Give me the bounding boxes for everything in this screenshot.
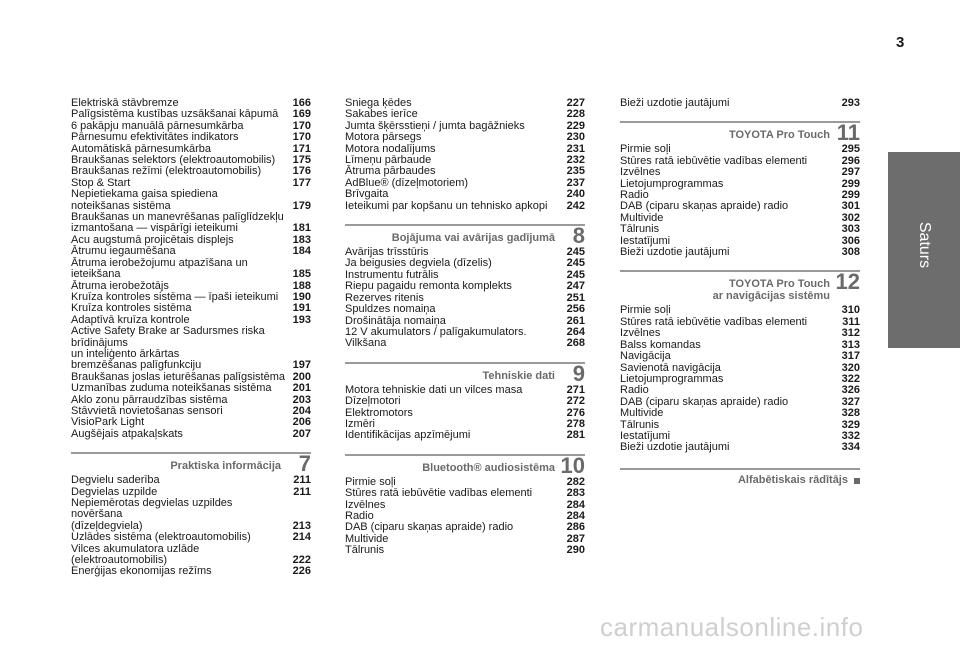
toc-entry-page: 231 — [566, 142, 585, 155]
toc-entry-page: 227 — [566, 97, 585, 109]
toc-entry-title: Nepietiekama gaisa spiediena noteikšanas sistēma — [71, 188, 218, 212]
toc-entry[interactable] — [345, 338, 585, 349]
toc-entry-title: DAB (ciparu skaņas apraide) radio — [620, 395, 789, 408]
toc-entry-title: Lietojumprogrammas — [620, 372, 724, 385]
toc-entry-page: 290 — [566, 544, 585, 557]
chapter-header[interactable] — [345, 452, 585, 478]
toc-entry-page: 226 — [292, 565, 311, 578]
toc-entry[interactable] — [620, 385, 860, 396]
toc-entry-title: Multivide — [345, 532, 389, 545]
toc-entry-title: Ātruma ierobežojumu atpazīšana un ieteikšana — [71, 256, 248, 281]
toc-entry-title: Identifikācijas apzīmējumi — [345, 429, 471, 442]
toc-entry[interactable] — [345, 281, 585, 292]
toc-entry-page: 322 — [841, 372, 860, 385]
toc-entry-title: Kruīza kontroles sistēma — [71, 302, 192, 315]
toc-entry-title: Avārijas trīsstūris — [345, 246, 429, 259]
toc-entry-title: Bieži uzdotie jautājumi — [620, 441, 730, 454]
toc-entry[interactable] — [620, 442, 860, 453]
chapter-title-line: TOYOTA Pro Touch — [728, 278, 830, 291]
toc-entry-page: 313 — [841, 338, 860, 351]
toc-column-3 — [620, 98, 860, 492]
toc-entry-title: Palīgsistēma kustības uzsākšanai kāpumā — [71, 108, 279, 121]
toc-entry-page: 230 — [566, 131, 585, 144]
toc-entry-title: Ātruma pārbaudes — [345, 165, 436, 178]
toc-entry-page: 306 — [841, 234, 860, 247]
toc-entry-page: 317 — [841, 350, 860, 363]
toc-entry[interactable] — [620, 328, 860, 339]
toc-entry-page: 276 — [566, 406, 585, 419]
toc-entry-page: 176 — [292, 165, 311, 178]
chapter-divider — [620, 121, 860, 123]
toc-entry-page: 169 — [292, 108, 311, 121]
toc-entry-title: Vilces akumulatora uzlāde (elektroautomobilis) — [71, 542, 200, 567]
toc-entry-title: Iestatījumi — [620, 234, 671, 247]
toc-entry-page: 297 — [841, 166, 860, 179]
toc-entry-title: Stūres ratā iebūvētie vadības elementi — [345, 487, 533, 500]
toc-entry-title: Brīvgaita — [345, 188, 389, 201]
side-tab-label: Saturs — [916, 221, 933, 269]
toc-entry-title: Braukšanas režīmi (elektroautomobilis) — [71, 165, 262, 178]
toc-entry-title: Ātruma ierobežotājs — [71, 279, 169, 292]
toc-entry-title: Radio — [345, 509, 374, 522]
toc-entry-page: 190 — [292, 290, 311, 303]
watermark: carmanualsonline.info — [600, 612, 864, 642]
toc-entry[interactable] — [71, 326, 311, 372]
toc-entry-title: Savienotā navigācija — [620, 361, 721, 374]
toc-entry-page: 293 — [841, 97, 860, 109]
toc-entry[interactable] — [345, 500, 585, 511]
toc-entry-page: 326 — [841, 384, 860, 397]
toc-entry-title: Pirmie soļi — [620, 143, 671, 156]
toc-entry-page: 287 — [566, 532, 585, 545]
toc-entry-title: Multivide — [620, 211, 664, 224]
toc-entry-page: 312 — [841, 327, 860, 340]
toc-entry-title: Augšējais atpakaļskats — [71, 427, 183, 440]
toc-entry-page: 281 — [566, 429, 585, 442]
toc-entry[interactable] — [620, 179, 860, 190]
page-number: 3 — [896, 34, 905, 51]
toc-entry-page: 261 — [566, 314, 585, 327]
toc-entry-page: 179 — [292, 199, 311, 212]
toc-entry-title: Ātrumu iegaumēšana — [71, 245, 176, 258]
chapter-number: 11 — [836, 120, 860, 146]
toc-entry-page: 310 — [841, 304, 860, 317]
toc-entry[interactable] — [71, 189, 311, 212]
chapter-header[interactable] — [620, 270, 860, 302]
toc-entry-page: 228 — [566, 108, 585, 121]
toc-entry-title: Nepiemērotas degvielas uzpildes novēršana (dīzeļdegviela) — [71, 497, 233, 532]
chapter-number: 7 — [298, 451, 311, 477]
toc-entry-page: 329 — [841, 418, 860, 431]
toc-entry-page: 185 — [292, 268, 311, 281]
toc-entry-title: Elektriskā stāvbremze — [71, 97, 179, 109]
toc-entry-title: Riepu pagaidu remonta komplekts — [345, 280, 512, 293]
toc-entry[interactable] — [71, 566, 311, 577]
toc-entry[interactable] — [71, 532, 311, 543]
chapter-section — [345, 224, 585, 350]
toc-entry-title: Radio — [620, 189, 649, 202]
toc-entry-title: Tālrunis — [345, 544, 385, 557]
chapter-title — [482, 370, 555, 382]
toc-entry-page: 203 — [292, 393, 311, 406]
chapter-header[interactable] — [620, 120, 860, 146]
chapter-subtitle: ar navigācijas sistēmu — [712, 290, 830, 303]
chapter-header[interactable] — [71, 451, 311, 477]
alphabetical-index-header[interactable] — [620, 468, 860, 492]
toc-entry-page: 207 — [292, 427, 311, 440]
toc-entry-page: 197 — [292, 359, 311, 372]
toc-entry-page: 283 — [566, 487, 585, 500]
toc-entry-title: Motora nodalījums — [345, 142, 436, 155]
toc-entry-page: 299 — [841, 189, 860, 202]
chapter-title — [729, 129, 830, 141]
toc-entry-page: 245 — [566, 246, 585, 259]
toc-entry-title: AdBlue® (dīzeļmotoriem) — [345, 176, 469, 189]
toc-entry-page: 303 — [841, 223, 860, 236]
toc-entry-title: Sakabes ierīce — [345, 108, 418, 121]
toc-entry-page: 308 — [841, 246, 860, 259]
toc-entry-page: 232 — [566, 154, 585, 167]
toc-entry-title: Pirmie soļi — [345, 475, 396, 488]
toc-entry-title: Iestatījumi — [620, 429, 671, 442]
toc-entry-page: 320 — [841, 361, 860, 374]
toc-entry-title: Izmēri — [345, 417, 375, 430]
toc-entry-page: 229 — [566, 119, 585, 132]
toc-entry-title: Ja beigusies degviela (dīzelis) — [345, 257, 492, 270]
toc-entry-page: 204 — [292, 404, 311, 417]
toc-entry-title: 6 pakāpju manuālā pārnesumkārba — [71, 119, 244, 132]
toc-entry-page: 193 — [292, 313, 311, 326]
toc-entry-page: 175 — [292, 154, 311, 167]
toc-entry[interactable] — [71, 498, 311, 532]
toc-entry-page: 171 — [292, 142, 311, 155]
chapter-number: 12 — [835, 269, 860, 295]
toc-entry-title: Motora pārsegs — [345, 131, 422, 144]
toc-entry-title: Multivide — [620, 407, 664, 420]
toc-entry-title: DAB (ciparu skaņas apraide) radio — [345, 521, 514, 534]
chapter-section — [620, 270, 860, 453]
toc-entry-page: 213 — [292, 519, 311, 532]
toc-entry-page: 334 — [841, 441, 860, 454]
toc-entry-title: Instrumentu futrālis — [345, 268, 439, 281]
toc-entry-page: 295 — [841, 143, 860, 156]
toc-entry[interactable] — [71, 544, 311, 567]
chapter-title — [170, 460, 281, 472]
toc-entry-title: Pārnesumu efektivitātes indikators — [71, 131, 239, 144]
toc-entry-title: Radio — [620, 384, 649, 397]
toc-entry-title: Braukšanas selektors (elektroautomobilis) — [71, 154, 276, 167]
toc-entry[interactable] — [345, 396, 585, 407]
toc-entry-title: Stūres ratā iebūvētie vadības elementi — [620, 315, 808, 328]
toc-entry-title: DAB (ciparu skaņas apraide) radio — [620, 200, 789, 213]
alphabetical-index-title: Alfabētiskais rādītājs — [737, 473, 848, 486]
toc-entry[interactable] — [345, 201, 585, 212]
toc-entry-title: Uzmanības zuduma noteikšanas sistēma — [71, 382, 272, 395]
toc-entry-title: Degvielu saderība — [71, 474, 160, 487]
chapter-title — [392, 232, 555, 244]
toc-column-1 — [71, 98, 311, 578]
toc-entry-page: 235 — [566, 165, 585, 178]
toc-entry-page: 264 — [566, 325, 585, 338]
toc-entry-title: Bieži uzdotie jautājumi — [620, 97, 730, 109]
chapter-divider — [345, 362, 585, 364]
toc-entry-page: 201 — [292, 382, 311, 395]
chapter-divider — [345, 454, 585, 456]
toc-entry-title: Stūres ratā iebūvētie vadības elementi — [620, 154, 808, 167]
toc-entry[interactable] — [620, 351, 860, 362]
toc-entry-title: Uzlādes sistēma (elektroautomobilis) — [71, 531, 251, 544]
toc-entry-title: Adaptīvā kruīza kontrole — [71, 313, 190, 326]
toc-entry-title: Balss komandas — [620, 338, 701, 351]
toc-entry[interactable] — [71, 475, 311, 486]
toc-entry-page: 183 — [292, 233, 311, 246]
chapter-title — [422, 462, 555, 474]
toc-entry-page: 328 — [841, 407, 860, 420]
toc-entry-title: Elektromotors — [345, 406, 413, 419]
toc-entry-title: Kruīza kontroles sistēma — īpaši ieteikumi — [71, 290, 279, 303]
toc-entry-page: 170 — [292, 119, 311, 132]
toc-entry-page: 327 — [841, 395, 860, 408]
toc-entry-page: 311 — [842, 315, 860, 328]
toc-entry-page: 296 — [841, 154, 860, 167]
toc-entry-title: Tālrunis — [620, 418, 660, 431]
toc-entry-page: 242 — [566, 199, 585, 212]
chapter-title-line: Tehniskie dati — [482, 369, 555, 382]
toc-entry-title: Pirmie soļi — [620, 304, 671, 317]
chapter-divider — [620, 270, 860, 272]
toc-entry-title: Rezerves ritenis — [345, 291, 424, 304]
toc-entry[interactable] — [345, 408, 585, 419]
chapter-title-line: TOYOTA Pro Touch — [728, 129, 830, 142]
toc-entry-title: Līmeņu pārbaude — [345, 154, 432, 167]
toc-entry[interactable] — [71, 212, 311, 235]
toc-entry[interactable] — [345, 132, 585, 143]
chapter-title-line: Bojājuma vai avārijas gadījumā — [391, 232, 555, 245]
toc-entry[interactable] — [345, 545, 585, 556]
toc-entry-title: Vilkšana — [345, 337, 387, 350]
toc-entry-page: 206 — [292, 416, 311, 429]
toc-entry-page: 214 — [292, 531, 311, 544]
toc-entry-page: 247 — [566, 280, 585, 293]
toc-entry-title: Ieteikumi par kopšanu un tehnisko apkopi — [345, 199, 548, 212]
toc-entry-page: 299 — [841, 177, 860, 190]
toc-entry-page: 240 — [566, 188, 585, 201]
toc-entry-title: Izvēlnes — [620, 327, 661, 340]
square-bullet-icon — [854, 478, 860, 484]
toc-entry[interactable] — [345, 304, 585, 315]
toc-entry-page: 237 — [566, 176, 585, 189]
chapter-section — [345, 362, 585, 442]
chapter-section — [620, 121, 860, 258]
chapter-section — [345, 454, 585, 557]
toc-entry-title: Bieži uzdotie jautājumi — [620, 246, 730, 259]
toc-entry[interactable] — [345, 430, 585, 441]
chapter-number: 8 — [572, 223, 585, 249]
chapter-number: 9 — [572, 360, 585, 386]
toc-entry-title: Lietojumprogrammas — [620, 177, 724, 190]
toc-entry-title: Jumta šķērsstieņi / jumta bagāžnieks — [345, 119, 525, 132]
chapter-divider — [345, 224, 585, 226]
toc-entry-title: 12 V akumulators / palīgakumulators. — [345, 325, 527, 338]
toc-entry[interactable] — [71, 258, 311, 281]
toc-entry-title: Sniega ķēdes — [345, 97, 412, 109]
chapter-header[interactable] — [345, 223, 585, 249]
chapter-title-line: Praktiska informācija — [170, 460, 281, 473]
toc-entry-page: 278 — [566, 417, 585, 430]
toc-entry-page: 181 — [292, 222, 311, 235]
toc-entry-title: Aklo zonu pārraudzības sistēma — [71, 393, 228, 406]
chapter-header[interactable] — [345, 360, 585, 386]
toc-entry-title: Izvēlnes — [345, 498, 386, 511]
toc-entry-page: 284 — [566, 498, 585, 511]
toc-entry-page: 245 — [566, 268, 585, 281]
toc-entry[interactable] — [71, 383, 311, 394]
toc-entry[interactable] — [345, 189, 585, 200]
toc-entry-title: Degvielas uzpilde — [71, 485, 158, 498]
toc-entry-page: 177 — [292, 176, 311, 189]
toc-entry-page: 302 — [841, 211, 860, 224]
toc-entry-page: 222 — [292, 554, 311, 567]
toc-entry-page: 200 — [292, 370, 311, 383]
chapter-divider — [71, 452, 311, 454]
toc-entry-title: Automātiskā pārnesumkārba — [71, 142, 212, 155]
toc-entry-title: Braukšanas joslas ieturēšanas palīgsistēma — [71, 370, 286, 383]
toc-entry[interactable] — [620, 408, 860, 419]
toc-entry-page: 251 — [566, 291, 585, 304]
toc-entry[interactable] — [620, 224, 860, 235]
toc-entry-page: 211 — [293, 474, 311, 487]
toc-entry[interactable] — [620, 374, 860, 385]
toc-entry-page: 188 — [292, 279, 311, 292]
alphabetical-index-divider — [620, 468, 860, 470]
chapter-section — [71, 452, 311, 578]
toc-entry-title: Spuldzes nomaiņa — [345, 303, 436, 316]
toc-entry-page: 191 — [292, 302, 311, 315]
toc-entry[interactable] — [620, 247, 860, 258]
toc-entry[interactable] — [71, 429, 311, 440]
toc-entry-title: Izvēlnes — [620, 166, 661, 179]
toc-entry-title: Drošinātāja nomaiņa — [345, 314, 446, 327]
toc-entry[interactable] — [620, 167, 860, 178]
toc-entry-title: Enerģijas ekonomijas režīms — [71, 565, 212, 578]
toc-entry[interactable] — [71, 246, 311, 257]
toc-entry-page: 245 — [566, 257, 585, 270]
toc-entry-title: Stāvvietā novietošanas sensori — [71, 404, 223, 417]
toc-entry-page: 256 — [566, 303, 585, 316]
chapter-number: 10 — [560, 452, 585, 478]
toc-entry-page: 268 — [566, 337, 585, 350]
toc-entry-page: 170 — [292, 131, 311, 144]
toc-entry-title: Dīzeļmotori — [345, 395, 401, 408]
toc-entry-page: 301 — [841, 200, 860, 213]
toc-entry-page: 271 — [566, 383, 585, 396]
chapter-title — [713, 278, 830, 302]
toc-entry-page: 284 — [566, 509, 585, 522]
toc-entry-title: Motora tehniskie dati un vilces masa — [345, 383, 523, 396]
toc-entry-page: 282 — [566, 475, 585, 488]
toc-entry-page: 184 — [292, 245, 311, 258]
toc-entry-title: Active Safety Brake ar Sadursmes riska brīdinājums un inteliģento ārkārtas bremzēšanas palīgfunkciju — [71, 325, 265, 372]
toc-entry-title: Tālrunis — [620, 223, 660, 236]
toc-entry-title: Navigācija — [620, 350, 671, 363]
toc-entry[interactable] — [345, 488, 585, 499]
toc-entry[interactable] — [71, 132, 311, 143]
toc-entry-page: 272 — [566, 395, 585, 408]
toc-entry-page: 211 — [293, 485, 311, 498]
toc-entry-page: 166 — [292, 97, 311, 109]
toc-entry[interactable] — [620, 98, 860, 109]
toc-entry-page: 332 — [841, 429, 860, 442]
toc-column-2 — [345, 98, 585, 557]
toc-entry-title: Acu augstumā projicētais displejs — [71, 233, 234, 246]
toc-entry[interactable] — [71, 303, 311, 314]
toc-entry-page: 286 — [566, 521, 585, 534]
chapter-title-line: Bluetooth® audiosistēma — [422, 461, 555, 474]
toc-entry-title: VisioPark Light — [71, 416, 145, 429]
toc-entry-title: Braukšanas un manevrēšanas palīglīdzekļu izmantošana — vispārīgi ieteikumi — [71, 211, 284, 235]
toc-entry-title: Stop & Start — [71, 176, 131, 189]
